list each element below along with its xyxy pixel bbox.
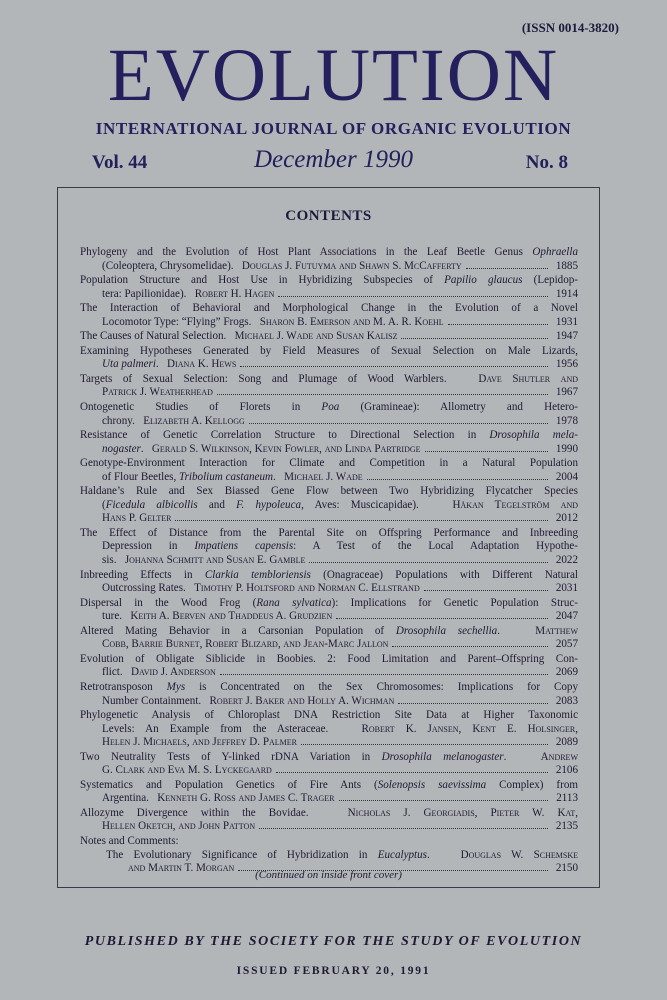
toc-entry-text: Number Containment. Robert J. Baker and Holly A. Wichman bbox=[102, 694, 395, 707]
toc-entry-line bbox=[80, 274, 578, 288]
toc-entry-line bbox=[80, 373, 578, 387]
toc-entry-line bbox=[80, 527, 578, 541]
toc-entry-text: (Coleoptera, Chrysomelidae). Douglas J. Futuyma and Shawn S. McCafferty bbox=[102, 259, 462, 272]
page-number: 2069 bbox=[555, 666, 578, 679]
toc-entry-line bbox=[80, 540, 578, 554]
toc-entry-text: Population Structure and Host Use in Hybridizing Subspecies of Papilio glaucus (Lepidop- bbox=[80, 274, 578, 287]
toc-entry-text: The Evolutionary Significance of Hybridization in Eucalyptus. Douglas W. Schemske bbox=[106, 848, 578, 861]
toc-entry-text: Locomotor Type: “Flying” Frogs. Sharon B. Emerson and M. A. R. Koehl bbox=[102, 315, 444, 328]
toc-entry bbox=[80, 330, 578, 344]
leader-dots bbox=[175, 520, 548, 521]
toc-entry-line bbox=[80, 638, 578, 652]
leader-dots bbox=[448, 324, 548, 325]
toc-entry-line bbox=[80, 401, 578, 415]
toc-entry-line bbox=[80, 260, 578, 274]
leader-dots bbox=[249, 423, 548, 424]
toc-entry-line bbox=[80, 709, 578, 723]
toc-entry-text: nogaster. Gerald S. Wilkinson, Kevin Fowler, and Linda Partridge bbox=[102, 442, 421, 455]
toc-entry-line bbox=[106, 849, 578, 863]
toc-entry-line bbox=[80, 485, 578, 499]
toc-entry-text: Depression in Impatiens capensis: A Test of the Local Adaptation Hypothe- bbox=[102, 540, 578, 553]
toc-entry-line bbox=[80, 820, 578, 834]
toc-entry-text: flict. David J. Anderson bbox=[102, 666, 216, 679]
toc-entry-line bbox=[80, 681, 578, 695]
toc-entry-line bbox=[80, 807, 578, 821]
toc-entry-text: Examining Hypotheses Generated by Field Measures of Sexual Selection on Male Lizards, bbox=[80, 344, 578, 357]
toc-entry-text: Ontogenetic Studies of Florets in Poa (Gramineae): Allometry and Hetero- bbox=[80, 401, 578, 414]
page-number: 2047 bbox=[555, 610, 578, 623]
toc-entry-text: Retrotransposon Mys is Concentrated on the Sex Chromosomes: Implications for Copy bbox=[80, 680, 578, 693]
toc-entry-text: Argentina. Kenneth G. Ross and James C. Trager bbox=[102, 792, 335, 805]
toc-entry-text: and Martin T. Morgan bbox=[128, 862, 235, 875]
toc-entry-line bbox=[80, 358, 578, 372]
volume-label: Vol. 44 bbox=[92, 152, 148, 173]
leader-dots bbox=[309, 562, 548, 563]
contents-heading: CONTENTS bbox=[285, 208, 372, 224]
toc-entry-line bbox=[80, 723, 578, 737]
page-number: 2057 bbox=[555, 638, 578, 651]
toc-entry-line bbox=[80, 554, 578, 568]
toc-entry-line bbox=[80, 316, 578, 330]
leader-dots bbox=[466, 268, 548, 269]
toc-entry-text: of Flour Beetles, Tribolium castaneum. Michael J. Wade bbox=[102, 470, 363, 483]
toc-entry bbox=[80, 779, 578, 806]
leader-dots bbox=[392, 646, 548, 647]
leader-dots bbox=[424, 590, 548, 591]
toc-entry-text: Hans P. Gelter bbox=[102, 512, 172, 525]
toc-entry-text: (Ficedula albicollis and F. hypoleuca, Aves: Muscicapidae). Håkan Tegelström and bbox=[102, 498, 578, 511]
leader-dots bbox=[367, 479, 548, 480]
toc-entry-text: chrony. Elizabeth A. Kellogg bbox=[102, 414, 245, 427]
toc-entry-text: Cobb, Barrie Burnet, Robert Blizard, and Jean-Marc Jallon bbox=[102, 638, 389, 651]
toc-entry-line bbox=[80, 792, 578, 806]
table-of-contents bbox=[80, 246, 578, 877]
toc-entry-line bbox=[80, 429, 578, 443]
toc-entry-line bbox=[80, 415, 578, 429]
toc-entry-line bbox=[80, 345, 578, 359]
issued-date: ISSUED FEBRUARY 20, 1991 bbox=[236, 965, 431, 977]
leader-dots bbox=[339, 800, 548, 801]
page-number: 1885 bbox=[555, 259, 578, 272]
toc-entry-text: sis. Johanna Schmitt and Susan E. Gamble bbox=[102, 554, 306, 567]
toc-entry-line bbox=[80, 610, 578, 624]
toc-entry-text: Phylogeny and the Evolution of Host Plant Associations in the Leaf Beetle Genus Ophraella bbox=[80, 246, 578, 258]
toc-entry-line bbox=[80, 582, 578, 596]
page-number: 2083 bbox=[555, 694, 578, 707]
page-number: 2113 bbox=[556, 792, 578, 805]
leader-dots bbox=[217, 394, 548, 395]
toc-entry-text: Phylogenetic Analysis of Chloroplast DNA Restriction Site Data at Higher Taxonomic bbox=[80, 709, 578, 722]
toc-entry-text: Systematics and Population Genetics of Fire Ants (Solenopsis saevissima Complex) from bbox=[80, 778, 578, 791]
toc-entry-text: Outcrossing Rates. Timothy P. Holtsford and Norman C. Ellstrand bbox=[102, 582, 420, 595]
toc-entry-text: The Interaction of Behavioral and Morphological Change in the Evolution of a Novel bbox=[80, 302, 578, 315]
toc-entry bbox=[80, 527, 578, 568]
toc-entry-line bbox=[80, 471, 578, 485]
toc-entry-text: ture. Keith A. Berven and Thaddeus A. Grudzien bbox=[102, 610, 333, 623]
leader-dots bbox=[220, 674, 548, 675]
toc-entry-line bbox=[80, 653, 578, 667]
issue-date: December 1990 bbox=[254, 146, 413, 173]
toc-entry-text: Altered Mating Behavior in a Carsonian Population of Drosophila sechellia. Matthew bbox=[80, 624, 579, 637]
toc-entry bbox=[80, 302, 578, 329]
toc-entry bbox=[80, 681, 578, 708]
page-number: 2012 bbox=[555, 512, 578, 525]
toc-entry-text: Levels: An Example from the Asteraceae. Robert K. Jansen, Kent E. Holsinger, bbox=[102, 722, 578, 735]
page-number: 1947 bbox=[555, 330, 578, 343]
leader-dots bbox=[398, 703, 548, 704]
toc-entries bbox=[80, 246, 578, 834]
toc-entry-text: Two Neutrality Tests of Y-linked rDNA Variation in Drosophila melanogaster. Andrew bbox=[80, 750, 578, 763]
toc-entry-line bbox=[80, 330, 578, 344]
toc-entry-line bbox=[80, 751, 578, 765]
leader-dots bbox=[401, 338, 548, 339]
journal-subtitle: INTERNATIONAL JOURNAL OF ORGANIC EVOLUTION bbox=[95, 119, 572, 138]
toc-entry-line bbox=[80, 386, 578, 400]
toc-entry-line bbox=[80, 246, 578, 260]
toc-entry bbox=[80, 485, 578, 526]
toc-entry bbox=[80, 597, 578, 624]
toc-entry-line bbox=[80, 764, 578, 778]
toc-entry bbox=[80, 274, 578, 301]
leader-dots bbox=[240, 366, 548, 367]
page-number: 1956 bbox=[555, 358, 578, 371]
page-number: 1931 bbox=[555, 315, 578, 328]
journal-title: EVOLUTION bbox=[107, 34, 560, 117]
toc-entry-text: Evolution of Obligate Siblicide in Boobies. 2: Food Limitation and Parent–Offspring Con- bbox=[80, 652, 578, 665]
toc-entry-line bbox=[80, 597, 578, 611]
toc-entry-text: Patrick J. Weatherhead bbox=[102, 386, 213, 399]
toc-entry-text: Allozyme Divergence within the Bovidae. Nicholas J. Georgiadis, Pieter W. Kat, bbox=[80, 806, 579, 819]
page-number: 2022 bbox=[555, 554, 578, 567]
leader-dots bbox=[278, 296, 548, 297]
toc-entry bbox=[80, 709, 578, 750]
toc-entry-line bbox=[80, 302, 578, 316]
toc-entry-text: Inbreeding Effects in Clarkia tembloriensis (Onagraceae) Populations with Different Natural bbox=[80, 568, 579, 581]
page-number: 2106 bbox=[555, 764, 578, 777]
toc-entry bbox=[80, 345, 578, 372]
toc-entry-line bbox=[80, 569, 578, 583]
issue-number: No. 8 bbox=[525, 152, 568, 173]
toc-entry bbox=[80, 401, 578, 428]
leader-dots bbox=[336, 618, 548, 619]
page-number: 1978 bbox=[555, 414, 578, 427]
page-number: 1990 bbox=[555, 442, 578, 455]
publisher-line: PUBLISHED BY THE SOCIETY FOR THE STUDY OF EVOLUTION bbox=[84, 934, 583, 949]
notes-heading: Notes and Comments: bbox=[80, 834, 179, 847]
toc-entry bbox=[80, 246, 578, 273]
toc-entry bbox=[80, 429, 578, 456]
toc-entry-line bbox=[80, 666, 578, 680]
toc-entry-text: Targets of Sexual Selection: Song and Plumage of Wood Warblers. Dave Shutler and bbox=[80, 372, 579, 385]
toc-entry-text: Uta palmeri. Diana K. Hews bbox=[102, 358, 237, 371]
toc-entry bbox=[80, 457, 578, 484]
toc-entry-text: Helen J. Michaels, and Jeffrey D. Palmer bbox=[102, 736, 297, 749]
toc-entry-line bbox=[80, 736, 578, 750]
page-number: 2031 bbox=[555, 582, 578, 595]
toc-entry-line bbox=[80, 443, 578, 457]
toc-entry-text: Genotype-Environment Interaction for Climate and Competition in a Natural Population bbox=[80, 457, 578, 470]
page-number: 2135 bbox=[555, 820, 578, 833]
toc-entry bbox=[80, 807, 578, 834]
continued-note: (Continued on inside front cover) bbox=[255, 869, 402, 881]
toc-entry-line bbox=[80, 625, 578, 639]
page-number: 2150 bbox=[555, 862, 578, 875]
toc-entry-text: Hellen Oketch, and John Patton bbox=[102, 820, 256, 833]
leader-dots bbox=[259, 828, 548, 829]
leader-dots bbox=[276, 772, 548, 773]
toc-entry-text: The Causes of Natural Selection. Michael J. Wade and Susan Kalisz bbox=[80, 330, 398, 343]
toc-entry-line bbox=[80, 457, 578, 471]
page-number: 1914 bbox=[555, 287, 578, 300]
leader-dots bbox=[425, 451, 548, 452]
toc-entry-line bbox=[80, 512, 578, 526]
toc-entry-text: The Effect of Distance from the Parental Site on Offspring Performance and Inbreeding bbox=[80, 526, 578, 539]
page-number: 2004 bbox=[555, 470, 578, 483]
toc-entry-line bbox=[80, 695, 578, 709]
toc-entry-line bbox=[80, 288, 578, 302]
toc-entry bbox=[80, 751, 578, 778]
issn-label: (ISSN 0014-3820) bbox=[521, 20, 619, 35]
toc-entry bbox=[80, 653, 578, 680]
toc-entry-text: Dispersal in the Wood Frog (Rana sylvatica): Implications for Genetic Population Struc- bbox=[80, 596, 579, 609]
toc-entry bbox=[80, 569, 578, 596]
toc-entry-text: tera: Papilionidae). Robert H. Hagen bbox=[102, 287, 275, 300]
toc-entry-line bbox=[80, 779, 578, 793]
toc-entry-line bbox=[80, 499, 578, 513]
toc-entry-text: Haldane’s Rule and Sex Biassed Gene Flow between Two Hybridizing Flycatcher Species bbox=[80, 485, 578, 498]
leader-dots bbox=[301, 744, 548, 745]
page-number: 2089 bbox=[555, 736, 578, 749]
toc-entry bbox=[80, 625, 578, 652]
page-number: 1967 bbox=[555, 386, 578, 399]
toc-entry bbox=[80, 373, 578, 400]
toc-entry-text: G. Clark and Eva M. S. Lyckegaard bbox=[102, 764, 272, 777]
toc-entry-text: Resistance of Genetic Correlation Structure to Directional Selection in Drosophila mela- bbox=[80, 429, 578, 442]
